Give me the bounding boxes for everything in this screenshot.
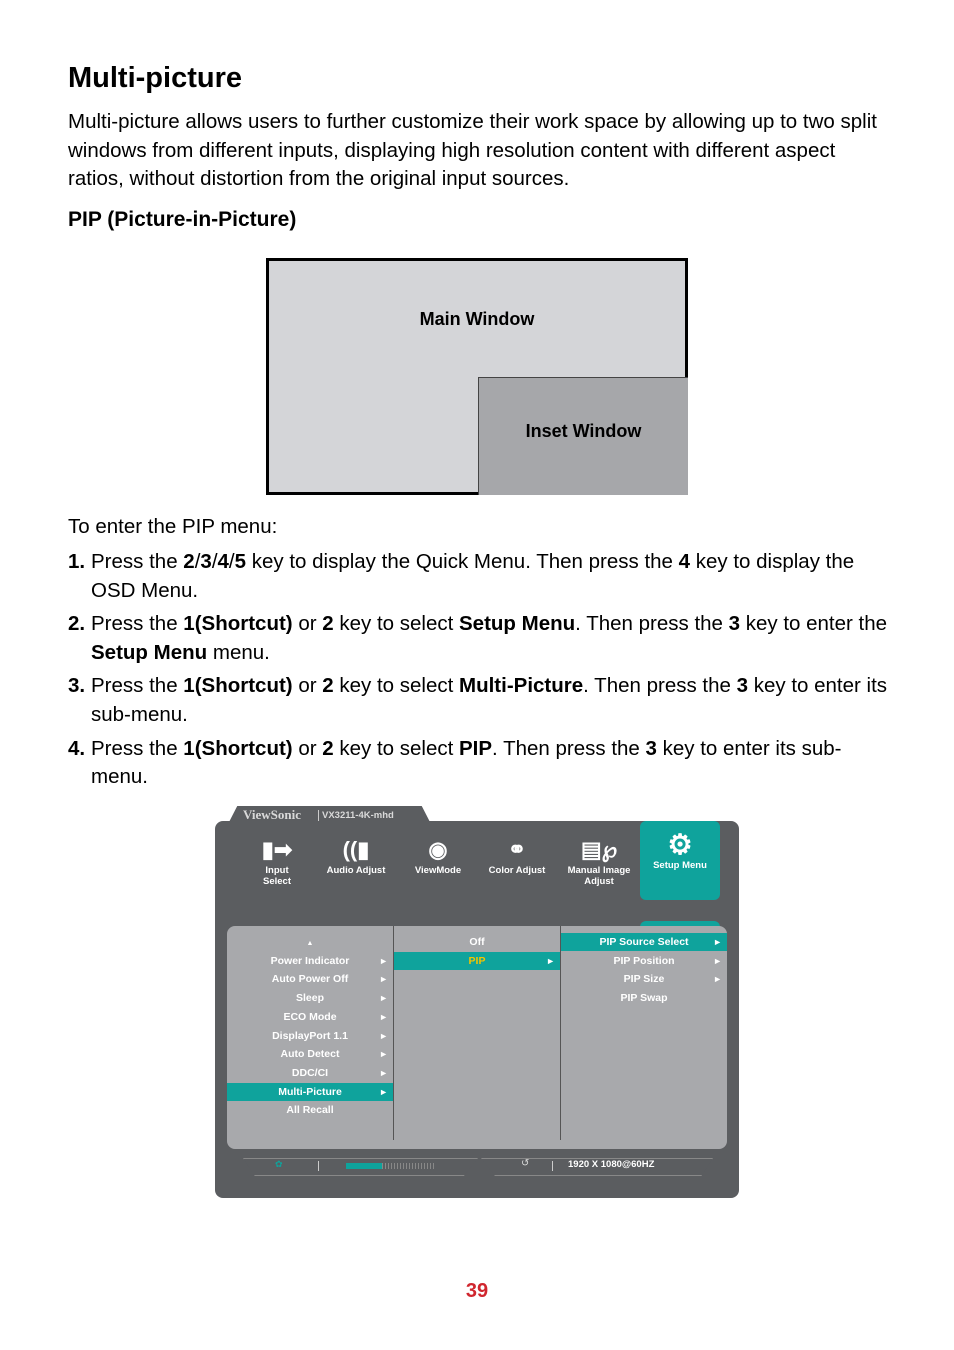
menu-label: Color Adjust <box>488 865 546 876</box>
step-text: key to display the OSD Menu. <box>91 550 855 602</box>
arrow-right-icon: ► <box>379 956 388 966</box>
step-key-text: 1(Shortcut) <box>183 736 293 760</box>
step-text: key to select <box>333 612 459 636</box>
step-text: key to enter its sub-menu. <box>91 674 888 726</box>
page-title: Multi-picture <box>68 62 242 94</box>
arrow-right-icon: ► <box>713 937 722 947</box>
item-pip-position[interactable]: PIP Position ► <box>561 952 727 970</box>
setup-menu-column <box>227 926 394 1140</box>
step-text: / <box>228 550 235 573</box>
input-select-icon: ▮➡ <box>261 837 293 862</box>
item-auto-power-off[interactable]: Auto Power Off ► <box>227 970 393 988</box>
multi-picture-column <box>394 926 561 1140</box>
divider <box>318 1161 319 1171</box>
item-sleep[interactable]: Sleep ► <box>227 989 393 1007</box>
osd-menu <box>215 806 739 1198</box>
item-pip-size[interactable]: PIP Size ► <box>561 970 727 988</box>
step-text: . Then press the <box>492 736 646 760</box>
step-item <box>68 672 888 729</box>
brightness-bar <box>346 1163 436 1169</box>
step-text: . Then press the <box>583 674 737 698</box>
enter-pip-text: To enter the PIP menu: <box>68 515 278 538</box>
step-key-text: Setup Menu <box>459 612 576 636</box>
arrow-right-icon: ► <box>713 974 722 984</box>
brand-logo: ViewSonic <box>243 807 302 822</box>
step-key-text: Setup Menu <box>91 640 208 664</box>
arrow-right-icon: ► <box>546 956 555 966</box>
wrench-icon: ▤℘ <box>580 837 618 862</box>
pip-column <box>561 926 727 1140</box>
steps-list <box>68 548 888 797</box>
menu-label: Setup Menu <box>653 860 707 871</box>
item-all-recall[interactable]: All Recall <box>286 1104 334 1116</box>
osd-submenu-panel <box>227 926 727 1149</box>
step-text: or <box>292 674 323 698</box>
step-item <box>68 610 888 667</box>
inset-window-label: Inset Window <box>525 421 642 441</box>
step-key-text: 3 <box>736 674 749 698</box>
step-key-text: Multi-Picture <box>459 674 584 698</box>
arrow-right-icon: ► <box>379 1087 388 1097</box>
item-off[interactable]: Off <box>469 936 485 948</box>
step-text: key to enter the <box>740 612 888 636</box>
color-circles-icon: ⚭ <box>507 837 527 862</box>
step-key-text: 2 <box>322 736 334 760</box>
step-text: Press the <box>91 612 184 636</box>
scroll-up-arrow[interactable]: ▲ <box>306 940 314 947</box>
step-text: Press the <box>91 674 184 698</box>
step-text: key to enter its sub-menu. <box>91 736 842 789</box>
step-text: Press the <box>91 736 184 760</box>
menu-input-select[interactable] <box>237 835 317 887</box>
divider <box>552 1161 553 1171</box>
step-key-text: 2 <box>322 612 334 636</box>
item-auto-detect[interactable]: Auto Detect ► <box>227 1045 393 1063</box>
inset-window <box>478 377 688 495</box>
intro-paragraph: Multi-picture allows users to further customize their work space by allowing up to two split windows from different inputs, displaying high resolution content with different aspect ratios, without distortion from the original input sources. <box>68 110 877 191</box>
menu-audio-adjust[interactable] <box>316 835 396 876</box>
menu-setup-menu[interactable] <box>640 821 720 900</box>
arrow-right-icon: ► <box>379 1031 388 1041</box>
arrow-right-icon: ► <box>379 1068 388 1078</box>
arrow-right-icon: ► <box>379 993 388 1003</box>
step-text: / <box>211 550 218 573</box>
step-number: 2. <box>68 612 86 636</box>
step-key-text: 2 <box>322 674 334 698</box>
arrow-right-icon: ► <box>379 1012 388 1022</box>
menu-label: ViewMode <box>414 865 462 876</box>
step-text: menu. <box>207 640 270 664</box>
item-power-indicator[interactable]: Power Indicator ► <box>227 952 393 970</box>
eye-icon: ◉ <box>428 837 448 862</box>
step-key-text: 4 <box>217 550 229 573</box>
menu-label: Audio Adjust <box>326 865 386 876</box>
menu-label: Manual Image Adjust <box>567 865 631 887</box>
step-key-text: 4 <box>678 550 691 573</box>
link-icon: ↺ <box>521 1158 530 1169</box>
resolution-readout: 1920 X 1080@60HZ <box>568 1159 655 1170</box>
section-heading: PIP (Picture-in-Picture) <box>68 208 297 231</box>
pip-diagram <box>266 258 688 495</box>
step-key-text: 2 <box>183 550 195 573</box>
item-eco-mode[interactable]: ECO Mode ► <box>227 1008 393 1026</box>
gear-icon: ⚙ <box>667 829 693 860</box>
eco-leaf-icon: ✿ <box>275 1159 283 1169</box>
step-text: or <box>292 612 323 636</box>
step-text: . Then press the <box>575 612 729 636</box>
step-number: 3. <box>68 674 86 698</box>
audio-icon: ((▮ <box>342 837 370 862</box>
step-text: key to select <box>333 674 459 698</box>
step-number: 1. <box>68 550 86 573</box>
item-pip-swap[interactable]: PIP Swap <box>620 992 668 1004</box>
item-pip[interactable]: PIP ► <box>394 952 560 970</box>
item-ddc-ci[interactable]: DDC/CI ► <box>227 1064 393 1082</box>
step-item <box>68 735 888 792</box>
step-key-text: 3 <box>200 550 212 573</box>
step-text: key to display the Quick Menu. Then press the <box>246 550 679 573</box>
item-multi-picture[interactable]: Multi-Picture ► <box>227 1083 393 1101</box>
menu-manual-image-adjust[interactable] <box>559 835 639 887</box>
main-window-label: Main Window <box>419 309 535 329</box>
step-key-text: 5 <box>234 550 247 573</box>
step-key-text: 3 <box>645 736 657 760</box>
page-number: 39 <box>465 1280 489 1302</box>
menu-color-adjust[interactable] <box>477 835 557 876</box>
menu-label: Input Select <box>263 865 291 887</box>
step-number: 4. <box>68 736 86 760</box>
item-displayport[interactable]: DisplayPort 1.1 ► <box>227 1027 393 1045</box>
step-key-text: PIP <box>459 736 493 760</box>
step-text: or <box>292 736 323 760</box>
step-key-text: 3 <box>728 612 741 636</box>
step-item <box>68 548 888 605</box>
step-text: / <box>194 550 201 573</box>
model-label: VX3211-4K-mhd <box>318 810 394 821</box>
item-pip-source-select[interactable]: PIP Source Select ► <box>561 933 727 951</box>
step-key-text: 1(Shortcut) <box>183 612 293 636</box>
brightness-bar-fill <box>346 1163 382 1169</box>
arrow-right-icon: ► <box>379 1049 388 1059</box>
menu-viewmode[interactable] <box>398 835 478 876</box>
step-text: Press the <box>91 550 184 573</box>
arrow-right-icon: ► <box>713 956 722 966</box>
step-text: key to select <box>333 736 459 760</box>
arrow-right-icon: ► <box>379 974 388 984</box>
step-key-text: 1(Shortcut) <box>183 674 293 698</box>
osd-status-bar <box>243 1158 711 1174</box>
